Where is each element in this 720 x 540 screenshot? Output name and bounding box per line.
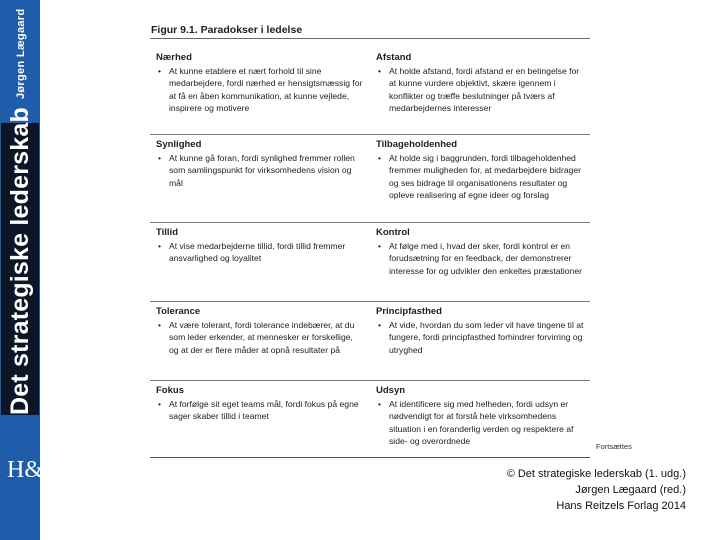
table-row bbox=[150, 48, 590, 135]
cell-heading: Principfasthed bbox=[376, 306, 442, 317]
cell-bullet-text: • At holde afstand, fordi afstand er en betingelse for at kunne vurdere objektivt, skære igennem i konflikter og træffe beslutninger på tværs af medarbejdernes interesser bbox=[376, 65, 584, 114]
cell-heading: Afstand bbox=[376, 52, 412, 63]
cell-bullet-text: • At vide, hvordan du som leder vil have tingene til at fungere, fordi principfasthed forhindrer forvirring og utryghed bbox=[376, 319, 584, 356]
cell-bullet-text: • At være tolerant, fordi tolerance indebærer, at du som leder erkender, at mennesker er forskellige, og at der er flere måder at opnå resultater på bbox=[156, 319, 364, 356]
table-cell-left bbox=[150, 135, 370, 222]
figure-paradoxes bbox=[150, 22, 590, 458]
spine-author: Jørgen Lægaard bbox=[8, 8, 34, 100]
cell-heading: Tillid bbox=[156, 227, 178, 238]
cell-heading: Udsyn bbox=[376, 385, 406, 396]
figure-title: Figur 9.1. Paradokser i ledelse bbox=[150, 22, 590, 39]
table-cell-right bbox=[370, 302, 590, 380]
cell-heading: Kontrol bbox=[376, 227, 410, 238]
table-cell-left bbox=[150, 48, 370, 134]
credit-line-2: Jørgen Lægaard (red.) bbox=[575, 484, 686, 496]
cell-heading: Tolerance bbox=[156, 306, 201, 317]
copyright-credit bbox=[507, 466, 686, 514]
table-cell-left bbox=[150, 302, 370, 380]
continued-note: Fortsættes bbox=[596, 442, 632, 451]
table-cell-right bbox=[370, 48, 590, 134]
cell-heading: Tilbageholdenhed bbox=[376, 139, 458, 150]
table-cell-right bbox=[370, 223, 590, 301]
book-spine-band bbox=[0, 0, 60, 540]
table-row bbox=[150, 381, 590, 458]
spine-title: Det strategiske lederskab bbox=[1, 123, 39, 415]
cell-bullet-text: • At holde sig i baggrunden, fordi tilbageholdenhed fremmer muligheden for, at medarbejdere bidrager og ses bidrage til organisationens resultater og opleve realisering af egne ideer og forslag bbox=[376, 152, 584, 201]
cell-bullet-text: • At kunne gå foran, fordi synlighed fremmer rollen som samlingspunkt for virksomhedens vision og mål bbox=[156, 152, 364, 189]
cell-bullet-text: • At kunne etablere et nært forhold til sine medarbejdere, fordi nærhed er hensigtsmæssig for at få en åben kommunikation, at kunne vejlede, inspirere og motivere bbox=[156, 65, 364, 114]
cell-heading: Fokus bbox=[156, 385, 184, 396]
table-row bbox=[150, 302, 590, 381]
table-cell-left bbox=[150, 223, 370, 301]
credit-line-3: Hans Reitzels Forlag 2014 bbox=[556, 500, 686, 512]
table-cell-right bbox=[370, 135, 590, 222]
cell-heading: Nærhed bbox=[156, 52, 192, 63]
publisher-logo: H&R bbox=[7, 457, 60, 483]
table-cell-right bbox=[370, 381, 590, 457]
cell-bullet-text: • At følge med i, hvad der sker, fordi kontrol er en forudsætning for en feedback, der demonstrerer interesse for og udvikler den enkeltes præstationer bbox=[376, 240, 584, 277]
credit-line-1: © Det strategiske lederskab (1. udg.) bbox=[506, 468, 686, 480]
cell-bullet-text: • At forfølge sit eget teams mål, fordi fokus på egne sager skaber tillid i teamet bbox=[156, 398, 364, 423]
table-row bbox=[150, 223, 590, 302]
cell-bullet-text: • At identificere sig med helheden, fordi udsyn er nødvendigt for at forstå hele virksomhedens situation i en foranderlig verden og respektere af side- og overordnede bbox=[376, 398, 584, 447]
cell-heading: Synlighed bbox=[156, 139, 202, 150]
table-cell-left bbox=[150, 381, 370, 457]
table-row bbox=[150, 135, 590, 223]
cell-bullet-text: • At vise medarbejderne tillid, fordi tillid fremmer ansvarlighed og loyalitet bbox=[156, 240, 364, 265]
